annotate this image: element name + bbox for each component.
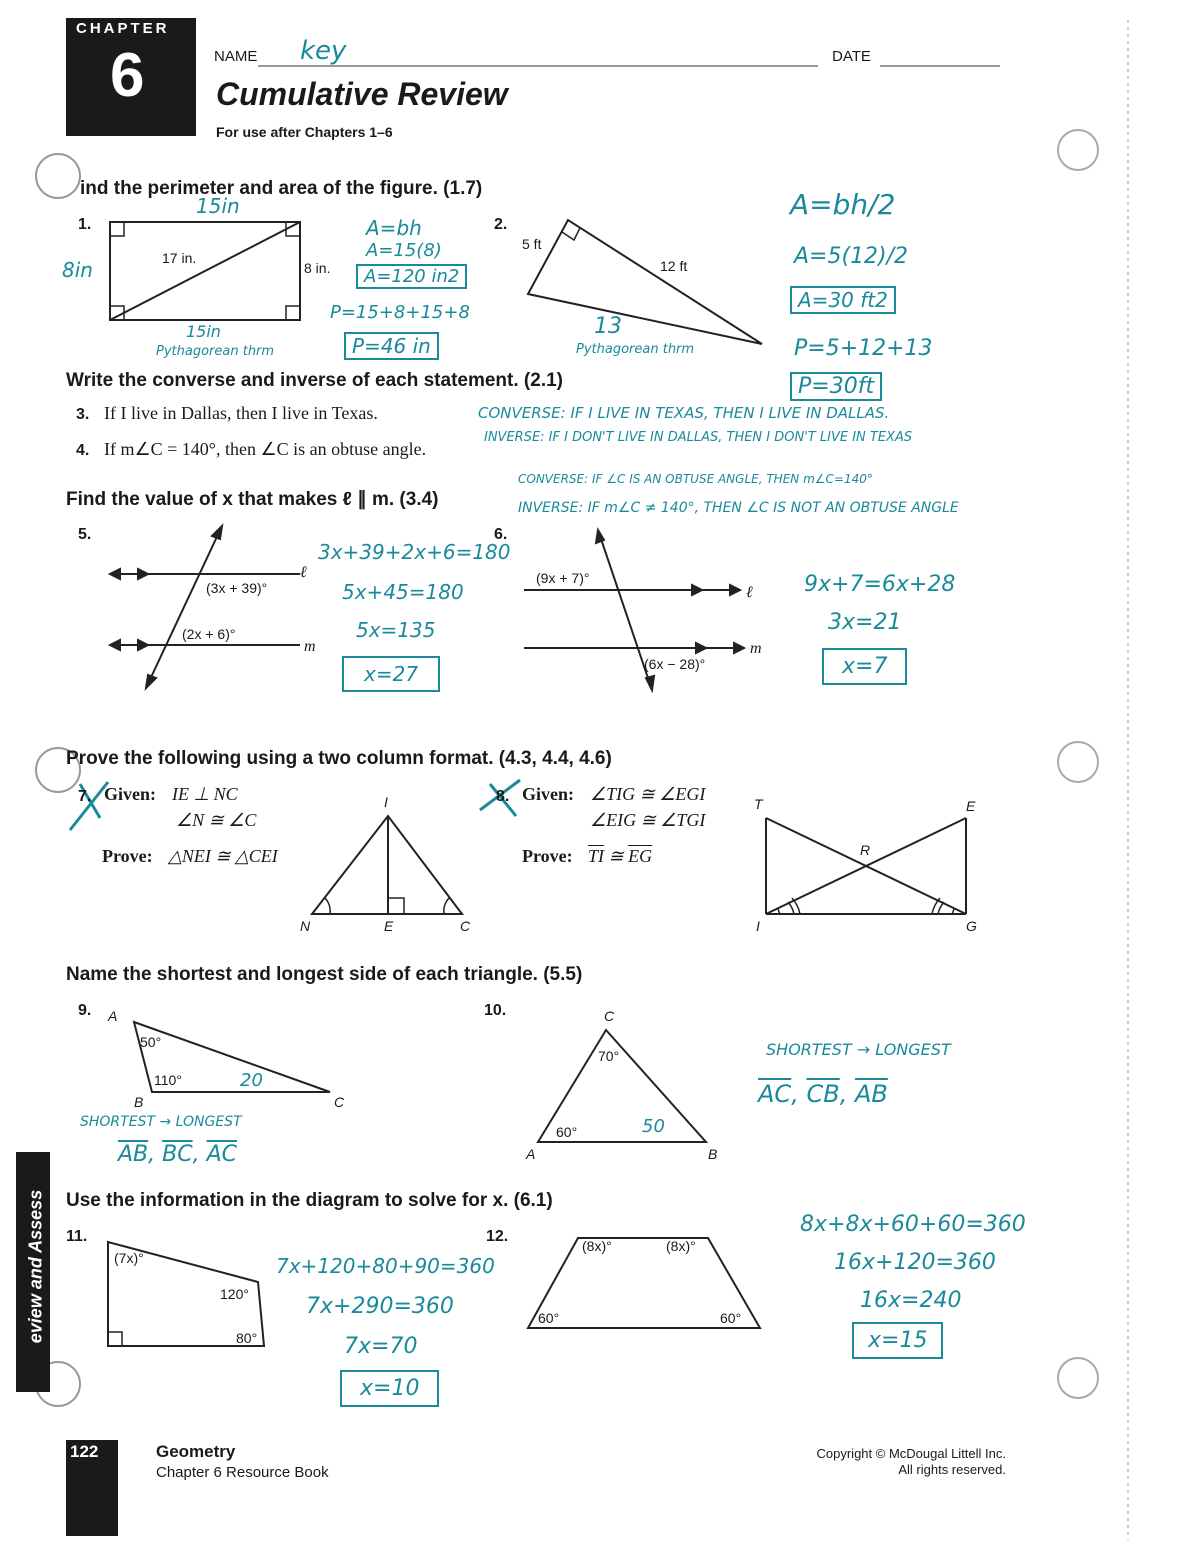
section-4-heading: Prove the following using a two column format. (4.3, 4.4, 4.6) <box>66 748 612 769</box>
problem-7-vertex-e: E <box>384 918 394 934</box>
name-label: NAME <box>214 48 258 65</box>
problem-11-angle-1: (7x)° <box>114 1250 144 1266</box>
problem-5-line-l: ℓ <box>300 564 307 581</box>
problem-12-answer: x=15 <box>852 1322 943 1359</box>
problem-5-line-m: m <box>304 638 316 655</box>
problem-9-angle-c-note: 20 <box>240 1070 263 1091</box>
section-6-heading: Use the information in the diagram to solve for x. (6.1) <box>66 1190 553 1211</box>
problem-5-angle-2: (2x + 6)° <box>182 626 236 642</box>
side-tab-label: eview and Assess <box>25 1189 46 1344</box>
section-5-heading: Name the shortest and longest side of each triangle. (5.5) <box>66 964 583 985</box>
problem-7-given-2: ∠N ≅ ∠C <box>176 810 257 830</box>
problem-10-vertex-a: A <box>526 1146 536 1162</box>
problem-9-vertex-a: A <box>108 1008 118 1024</box>
problem-2-side-a: 5 ft <box>522 236 542 252</box>
problem-12-angle-2: (8x)° <box>666 1238 696 1254</box>
problem-9-angle-a: 50° <box>140 1034 162 1050</box>
binder-hole <box>1058 742 1098 782</box>
problem-9-number: 9. <box>78 1002 92 1019</box>
problem-12-work-2: 16x+120=360 <box>834 1250 996 1275</box>
problem-10-angle-b-note: 50 <box>642 1116 665 1137</box>
figure-1-rectangle <box>110 222 300 320</box>
section-1-heading: ind the perimeter and area of the figure. (1.7) <box>80 178 483 199</box>
problem-2-formula: A=bh/2 <box>790 188 896 221</box>
problem-8-given-label: Given: <box>522 784 574 804</box>
section-3-heading: Find the value of x that makes ℓ ∥ m. (3.4) <box>66 489 439 510</box>
problem-11-work-2: 7x+290=360 <box>306 1294 454 1319</box>
section-2-heading: Write the converse and inverse of each statement. (2.1) <box>66 370 563 391</box>
problem-1-top-note: 15in <box>196 194 240 218</box>
chapter-label: CHAPTER <box>76 20 170 37</box>
problem-11-work-1: 7x+120+80+90=360 <box>276 1254 495 1278</box>
problem-3-number: 3. <box>76 406 90 423</box>
problem-1-diagonal: 17 in. <box>162 250 197 266</box>
book-title: Geometry <box>156 1442 236 1461</box>
problem-12-angle-3: 60° <box>538 1310 560 1326</box>
problem-12-work-3: 16x=240 <box>860 1288 962 1313</box>
problem-5-answer: x=27 <box>342 656 440 692</box>
problem-9-vertex-b: B <box>134 1094 144 1110</box>
problem-6-answer: x=7 <box>822 648 907 685</box>
problem-8-prove-symbol: ≅ <box>608 846 624 866</box>
problem-5-work-2: 5x+45=180 <box>342 580 464 604</box>
problem-4-statement: If m∠C = 140°, then ∠C is an obtuse angle. <box>104 439 427 459</box>
problem-10-vertex-c: C <box>604 1008 615 1024</box>
side-tab-label-wrap <box>16 1152 50 1392</box>
book-subtitle: Chapter 6 Resource Book <box>156 1464 329 1481</box>
figure-7-triangle <box>312 816 462 914</box>
problem-8-vertex-g: G <box>966 918 977 934</box>
problem-6-angle-2: (6x − 28)° <box>644 656 706 672</box>
problem-1-substitution: A=15(8) <box>366 240 442 261</box>
problem-1-left-note: 8in <box>62 258 93 282</box>
problem-10-shortest: $\overline{AC}$ <box>758 1080 792 1108</box>
problem-4-converse: CONVERSE: IF ∠C IS AN OBTUSE ANGLE, THEN m∠C=140° <box>518 472 873 486</box>
problem-6-angle-1: (9x + 7)° <box>536 570 590 586</box>
problem-7-given-label: Given: <box>104 784 156 804</box>
binder-hole <box>36 154 80 198</box>
problem-8-number: 8. <box>496 788 510 805</box>
problem-1-theorem-note: Pythagorean thrm <box>156 344 275 359</box>
problem-9-longest: $\overline{AC}$ <box>206 1142 238 1167</box>
problem-7-vertex-i: I <box>384 794 388 810</box>
problem-2-theorem-note: Pythagorean thrm <box>576 342 695 357</box>
problem-7-vertex-c: C <box>460 918 471 934</box>
problem-4-number: 4. <box>76 442 90 459</box>
problem-10-longest: $\overline{AB}$ <box>854 1080 888 1108</box>
problem-7-vertex-n: N <box>300 918 311 934</box>
problem-2-number: 2. <box>494 216 508 233</box>
problem-8-given-2: ∠EIG ≅ ∠TGI <box>590 810 706 830</box>
rights: All rights reserved. <box>898 1462 1006 1477</box>
problem-2-perimeter-answer: P=30ft <box>790 372 882 401</box>
problem-7-given-1: IE ⊥ NC <box>172 784 238 804</box>
problem-8-prove-b: $\overline{EG}$ <box>628 846 653 866</box>
problem-9-middle: $\overline{BC}$ <box>162 1142 193 1167</box>
problem-5-work-3: 5x=135 <box>356 618 436 642</box>
problem-9-angle-b: 110° <box>154 1072 182 1088</box>
problem-2-hypotenuse-note: 13 <box>594 314 622 339</box>
copyright: Copyright © McDougal Littell Inc. <box>816 1446 1006 1461</box>
problem-6-work-1: 9x+7=6x+28 <box>804 572 956 597</box>
problem-9-vertex-c: C <box>334 1094 345 1110</box>
problem-5-work-1: 3x+39+2x+6=180 <box>318 540 511 564</box>
problem-5-angle-1: (3x + 39)° <box>206 580 268 596</box>
problem-1-area-answer: A=120 in2 <box>356 264 467 289</box>
problem-3-statement: If I live in Dallas, then I live in Texas. <box>104 403 378 423</box>
problem-7-prove-label: Prove: <box>102 846 153 866</box>
problem-4-inverse: INVERSE: IF m∠C ≠ 140°, THEN ∠C IS NOT AN OBTUSE ANGLE <box>518 500 959 516</box>
problem-2-substitution: A=5(12)/2 <box>794 244 909 269</box>
problem-8-vertex-i: I <box>756 918 760 934</box>
problem-2-area-answer: A=30 ft2 <box>790 286 896 314</box>
binder-hole <box>1058 130 1098 170</box>
problem-1-formula: A=bh <box>366 216 422 240</box>
page-title: Cumulative Review <box>216 76 508 112</box>
figure-8-bowtie <box>766 818 966 914</box>
problem-11-work-3: 7x=70 <box>344 1334 418 1359</box>
problem-7-prove: △NEI ≅ △CEI <box>168 846 278 866</box>
problem-12-angle-1: (8x)° <box>582 1238 612 1254</box>
problem-6-work-2: 3x=21 <box>828 610 902 635</box>
problem-12-number: 12. <box>486 1228 509 1245</box>
problem-8-prove-label: Prove: <box>522 846 573 866</box>
problem-8-vertex-t: T <box>754 796 763 812</box>
problem-12-angle-4: 60° <box>720 1310 742 1326</box>
figure-6-parallel-lines <box>524 530 744 690</box>
binder-hole <box>1058 1358 1098 1398</box>
problem-8-prove-a: $\overline{TI}$ <box>588 846 605 866</box>
problem-6-line-m: m <box>750 640 762 657</box>
problem-10-number: 10. <box>484 1002 507 1019</box>
chapter-number: 6 <box>110 41 145 110</box>
date-label: DATE <box>832 48 871 65</box>
problem-1-number: 1. <box>78 216 92 233</box>
problem-11-angle-3: 80° <box>236 1330 258 1346</box>
problem-10-angle-a: 60° <box>556 1124 578 1140</box>
problem-1-perimeter-work: P=15+8+15+8 <box>330 302 470 323</box>
problem-11-answer: x=10 <box>340 1370 439 1407</box>
problem-11-number: 11. <box>66 1228 88 1245</box>
figure-2-right-triangle <box>528 220 762 344</box>
problem-3-converse: CONVERSE: IF I LIVE IN TEXAS, THEN I LIVE IN DALLAS. <box>478 404 890 422</box>
problem-8-vertex-r: R <box>860 842 871 858</box>
problem-3-inverse: INVERSE: IF I DON'T LIVE IN DALLAS, THEN I DON'T LIVE IN TEXAS <box>484 430 913 445</box>
problem-5-number: 5. <box>78 526 92 543</box>
problem-6-number: 6. <box>494 526 508 543</box>
problem-9-shortest: $\overline{AB}$ <box>118 1142 149 1167</box>
problem-10-order-title: SHORTEST → LONGEST <box>766 1040 951 1059</box>
problem-2-perimeter-work: P=5+12+13 <box>794 336 933 361</box>
page-number: 122 <box>70 1442 99 1461</box>
problem-11-angle-2: 120° <box>220 1286 249 1302</box>
problem-1-perimeter-answer: P=46 in <box>344 332 439 360</box>
problem-10-angle-c: 70° <box>598 1048 620 1064</box>
name-value: key <box>300 36 347 66</box>
problem-8-given-1: ∠TIG ≅ ∠EGI <box>590 784 706 804</box>
page-subtitle: For use after Chapters 1–6 <box>216 124 393 140</box>
problem-12-work-1: 8x+8x+60+60=360 <box>800 1212 1026 1237</box>
problem-1-side: 8 in. <box>304 260 331 276</box>
figure-5-parallel-lines <box>110 526 300 688</box>
problem-10-middle: $\overline{CB}$ <box>806 1080 840 1108</box>
problem-8-vertex-e: E <box>966 798 976 814</box>
problem-10-vertex-b: B <box>708 1146 718 1162</box>
problem-6-line-l: ℓ <box>746 584 753 601</box>
problem-9-order-title: SHORTEST → LONGEST <box>80 1114 242 1130</box>
problem-2-side-b: 12 ft <box>660 258 688 274</box>
problem-1-bottom-note: 15in <box>186 322 221 341</box>
problem-7-number: 7. <box>78 788 92 805</box>
